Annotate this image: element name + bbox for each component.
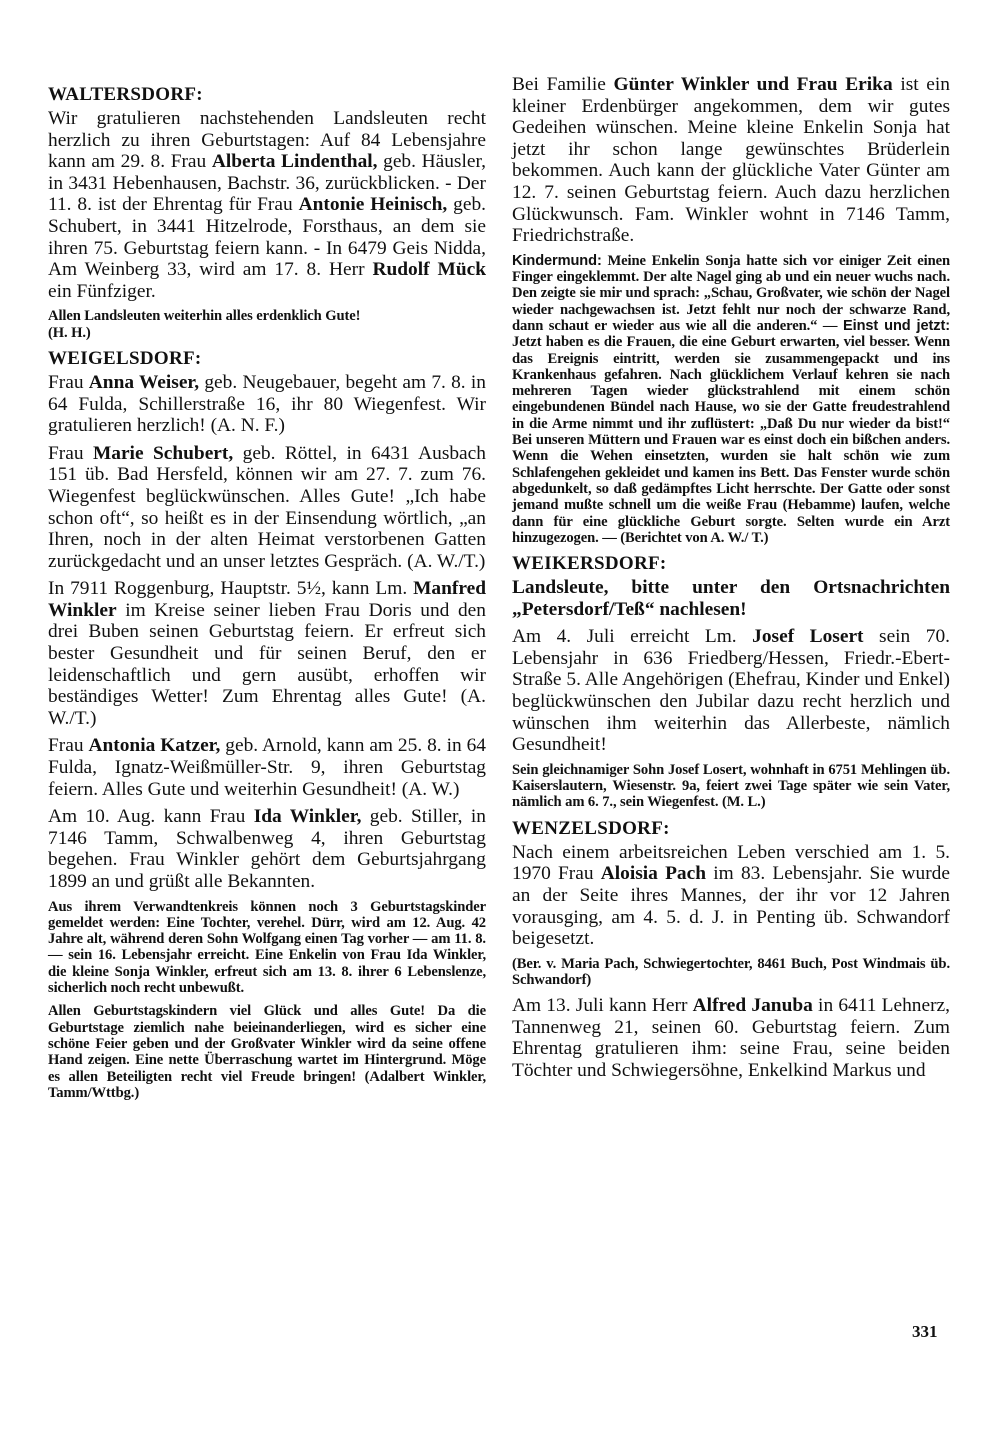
text-segment: Frau bbox=[48, 371, 89, 393]
section-heading bbox=[48, 84, 486, 106]
text-segment: ist ein kleiner Erdenbürger angekommen, dem wir gutes Gedeihen wünschen. Meine kleine Enkelin Sonja hat jetzt ihr schon lange gewünschtes Brüderlein bekommen. Auch kann der glückliche Vater Günter am 12. 7. seinen Geburtstag feiern. Auch dazu herzlichen Glückwunsch. Fam. Winkler wohnt in 7146 Tamm, Friedrichstraße. bbox=[512, 74, 950, 247]
note-paragraph bbox=[48, 899, 486, 997]
article-paragraph bbox=[512, 842, 950, 950]
bold-name-text: Einst und jetzt: bbox=[842, 317, 950, 334]
text-segment: Am 13. Juli kann Herr bbox=[512, 995, 693, 1017]
text-segment: In 7911 Roggenburg, Hauptstr. 5½, kann Lm. bbox=[48, 578, 414, 600]
article-paragraph bbox=[48, 735, 486, 800]
left-column bbox=[48, 84, 486, 1108]
note-paragraph bbox=[512, 253, 950, 546]
text-segment: Aus ihrem Verwandtenkreis können noch 3 Geburtstagskinder gemeldet werden: Eine Tochter, verehel. Dürr, wird am 12. Aug. 42 Jahre alt, während deren Sohn Wolfgang einen Tag vorher — am 11. 8. — sein 16. Lebensjahr erreicht. Eine Enkelin von Frau Ida Winkler, die kleine Sonja Winkler, erfreut sich am 13. 8. ihrer 6 Lebenslenze, sicherlich noch recht unbewußt. bbox=[48, 898, 486, 997]
right-column bbox=[512, 74, 950, 1088]
text-segment: Am 4. Juli erreicht Lm. bbox=[512, 626, 753, 648]
section-heading bbox=[512, 553, 950, 575]
text-segment: sein 70. Lebensjahr in 636 Friedberg/Hessen, Friedr.-Ebert-Straße 5. Alle Angehörigen (Ehefrau, Kinder und Enkel) beglückwünschen den Jubilar dazu recht herzlich und wünschen ihm weiterhin das Allerbeste, nämlich Gesundheit! bbox=[512, 626, 950, 756]
text-segment: WEIGELSDORF: bbox=[48, 347, 202, 369]
article-paragraph bbox=[512, 577, 950, 620]
text-segment: geb. Stiller, in 7146 Tamm, Schwalbenweg 4, ihren Geburtstag begehen. Frau Winkler gehört dem Geburtsjahrgang 1899 an und grüßt alle Bekannten. bbox=[48, 806, 486, 892]
text-segment: Nach einem arbeitsreichen Leben verschied am 1. 5. 1970 Frau bbox=[512, 841, 950, 885]
bold-name-text: Aloisia Pach bbox=[600, 863, 707, 885]
text-segment: geb. Arnold, kann am 25. 8. in 64 Fulda, Ignatz-Weißmüller-Str. 9, ihren Geburtstag feiern. Alles Gute und weiterhin Gesundheit! (A. W.) bbox=[48, 735, 486, 800]
page-number: 331 bbox=[912, 1322, 938, 1341]
text-segment: Sein gleichnamiger Sohn Josef Losert, wohnhaft in 6751 Mehlingen üb. Kaiserslautern, Wiesenstr. 9a, feiert zwei Tage später wie sein Vater, nämlich am 6. 7., sein Wiegenfest. (M. L.) bbox=[512, 761, 950, 811]
text-segment: Wir gratulieren nachstehenden Landsleuten recht herzlich zu ihren Geburtstagen: Auf 84 Lebensjahre kann am 29. 8. Frau bbox=[48, 108, 486, 173]
bold-name-text: Josef Losert bbox=[752, 626, 864, 648]
bold-name-text: Manfred Winkler bbox=[48, 578, 486, 621]
text-segment: WENZELSDORF: bbox=[512, 817, 670, 839]
text-segment: geb. Röttel, in 6431 Ausbach 151 üb. Bad Hersfeld, können wir am 27. 7. zum 76. Wiegenfest beglückwünschen. Alles Gute! „Ich habe schon oft“, so heißt es in der Einsendung wörtlich, „an Ihren, noch in der alten Heimat verstorbenen Gatten zurückgedacht und an unser letztes Gespräch. (A. W./T.) bbox=[48, 442, 486, 572]
section-heading bbox=[512, 818, 950, 840]
bold-name-text: Marie Schubert, bbox=[92, 442, 234, 464]
text-segment: Allen Geburtstagskindern viel Glück und alles Gute! Da die Geburtstage ziemlich nahe beieinanderliegen, wird es sicher eine schöne Feier geben und der Großvater Winkler wird da seine offene Hand zeigen. Eine nette Überraschung wartet im Hintergrund. Möge es allen Beteiligten recht viel Freude bringen! (Adalbert Winkler, Tamm/Wttbg.) bbox=[48, 1003, 486, 1101]
article-paragraph bbox=[512, 74, 950, 247]
text-segment: Jetzt haben es die Frauen, die eine Geburt erwarten, viel besser. Wenn das Ereignis eintritt, werden sie zusammengepackt und ins Krankenhaus gefahren. Nach glücklichem Verlauf kehren sie nach mehreren Tagen wieder glückstrahlend mit einem schön eingebundenen Bündel nach Hause, wo sie der Gatte freudestrahlend in die Arme nimmt und ihr zuflüstert: „Daß Du nur wieder da bist!“ Bei unseren Müttern und Frauen war es einst doch ein bißchen anders. Wenn die Wehen einsetzten, wurden sie halt schön wie zum Schlafengehen gekleidet und kamen ins Bett. Das Fenster wurde schön abgedunkelt, so daß gedämpftes Licht herrschte. Der Gatte oder sonst jemand mußte schnell um die weiße Frau (Hebamme) laufen, welche dann für eine glückliche Geburt sorgte. Selten wurde ein Arzt hinzugezogen. — (Berichtet von A. W./ T.) bbox=[512, 334, 950, 546]
bold-name-text: Kindermund: bbox=[512, 252, 602, 269]
text-segment: WALTERSDORF: bbox=[48, 84, 203, 105]
note-paragraph bbox=[512, 762, 950, 811]
bold-name-text: Günter Winkler und Frau Erika bbox=[613, 74, 893, 95]
article-paragraph bbox=[512, 626, 950, 756]
article-paragraph bbox=[48, 578, 486, 729]
article-paragraph bbox=[48, 372, 486, 437]
article-paragraph bbox=[512, 995, 950, 1081]
bold-name-text: Antonie Heinisch, bbox=[298, 194, 448, 216]
text-segment: Frau bbox=[48, 735, 89, 757]
note-paragraph bbox=[512, 956, 950, 989]
text-segment: geb. Schubert, in 3441 Hitzelrode, Forsthaus, an dem sie ihren 75. Geburtstag feiern kann. - In 6479 Geis Nidda, Am Weinberg 33, wird am 17. 8. Herr bbox=[48, 194, 486, 281]
bold-name-text: Antonia Katzer, bbox=[88, 735, 221, 757]
text-segment: (Ber. v. Maria Pach, Schwiegertochter, 8461 Buch, Post Windmais üb. Schwandorf) bbox=[512, 955, 950, 988]
bold-name-text: Alfred Januba bbox=[692, 995, 813, 1017]
section-heading bbox=[48, 348, 486, 370]
note-paragraph bbox=[48, 308, 486, 341]
text-segment: (H. H.) bbox=[48, 324, 91, 341]
note-paragraph bbox=[48, 1003, 486, 1101]
article-paragraph bbox=[48, 443, 486, 573]
bold-name-text: Rudolf Mück bbox=[372, 259, 487, 281]
article-paragraph bbox=[48, 108, 486, 302]
text-segment: Bei Familie bbox=[512, 74, 614, 95]
text-segment: Meine Enkelin Sonja hatte sich vor einiger Zeit einen Finger eingeklemmt. Der alte Nagel ging ab und ein neuer wuchs nach. Den zeigte sie mir und sprach: „Schau, Großvater, wie schön der Nagel wieder nachgewachsen ist. Jetzt fehlt nur noch der schwarze Rand, dann schaut er wieder aus wie all die anderen.“ — bbox=[512, 252, 950, 334]
bold-name-text: Anna Weiser, bbox=[88, 371, 200, 393]
bold-name-text: Alberta Lindenthal, bbox=[211, 151, 378, 173]
bold-name-text: Ida Winkler, bbox=[253, 806, 362, 828]
text-segment: im Kreise seiner lieben Frau Doris und den drei Buben seinen Geburtstag feiern. Er erfreut sich bester Gesundheit und für seinen Beruf, den er leidenschaftlich und gern ausübt, erhoffen wir beständiges Wetter! Zum Ehrentag alles Gute! (A. W./T.) bbox=[48, 599, 486, 729]
text-segment: im 83. Lebensjahr. Sie wurde an der Seite ihres Mannes, der ihr vor 12 Jahren vorausging, am 4. 5. d. J. in Penting üb. Schwandorf beigesetzt. bbox=[512, 863, 950, 950]
text-segment: in 6411 Lehnerz, Tannenweg 21, seinen 60. Geburtstag feiern. Zum Ehrentag gratulieren ihm: seine Frau, seine beiden Töchter und Schwiegersöhne, Enkelkind Markus und bbox=[512, 995, 950, 1082]
text-segment: Frau bbox=[48, 442, 93, 464]
text-segment: Am 10. Aug. kann Frau bbox=[48, 806, 254, 828]
text-segment: WEIKERSDORF: bbox=[512, 553, 667, 575]
text-segment: Landsleute, bitte unter den Ortsnachrichten „Petersdorf/Teß“ nachlesen! bbox=[512, 577, 950, 620]
text-segment: Allen Landsleuten weiterhin alles erdenklich Gute! bbox=[48, 308, 361, 325]
text-segment: geb. Häusler, in 3431 Hebenhausen, Bachstr. 36, zurückblicken. - Der 11. 8. ist der Ehrentag für Frau bbox=[48, 151, 486, 216]
text-segment: geb. Neugebauer, begeht am 7. 8. in 64 Fulda, Schillerstraße 16, ihr 80 Wiegenfest. Wir gratulieren herzlich! (A. N. F.) bbox=[48, 371, 486, 437]
article-paragraph bbox=[48, 806, 486, 892]
text-segment: ein Fünfziger. bbox=[48, 280, 156, 302]
